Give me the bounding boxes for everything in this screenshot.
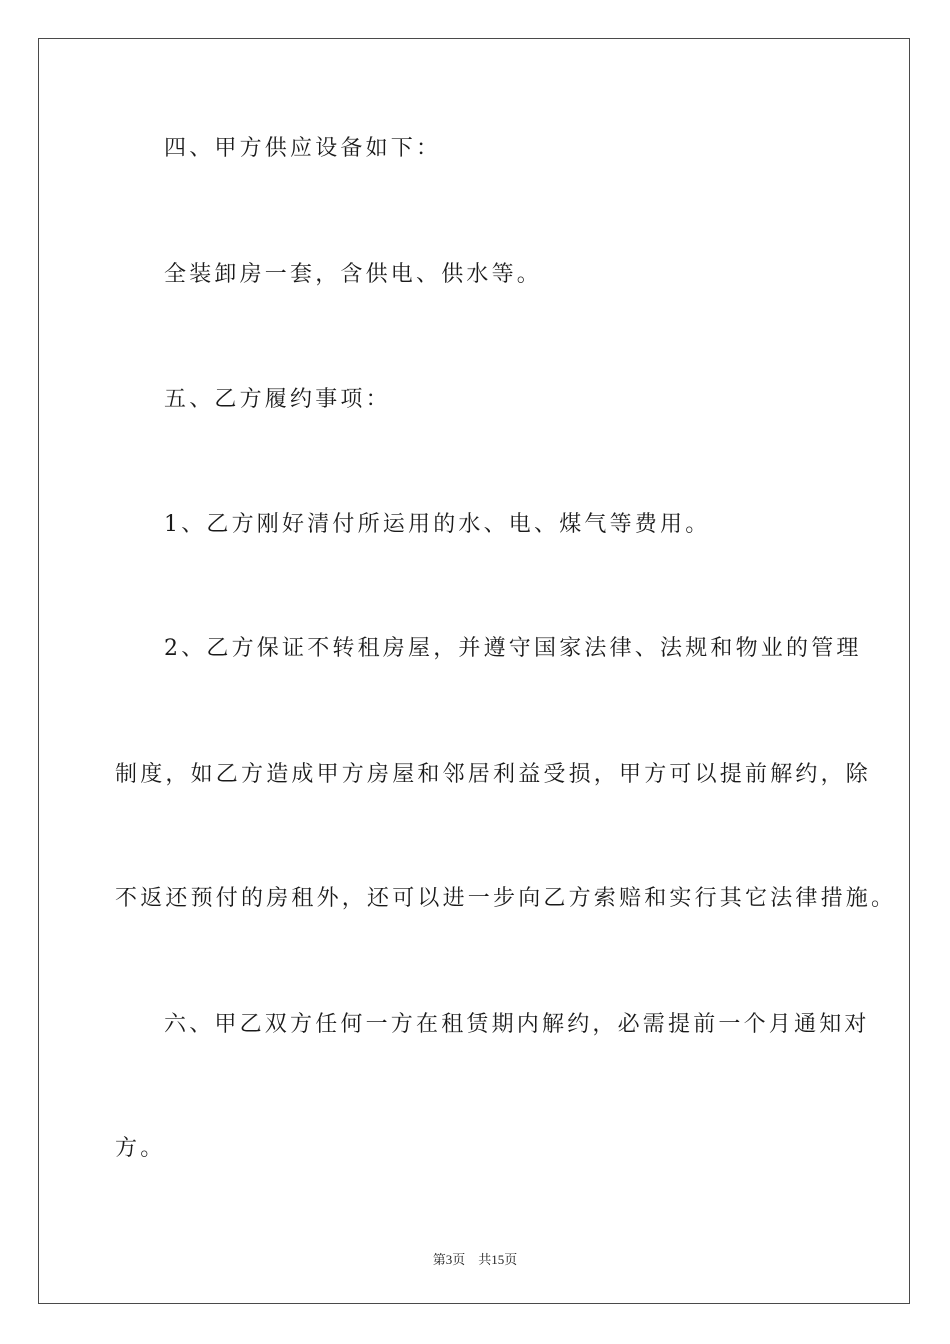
- section-four-heading: 四、甲方供应设备如下：: [164, 136, 442, 161]
- section-five-heading: 五、乙方履约事项：: [164, 387, 391, 412]
- item-one-text: 1、乙方刚好清付所运用的水、电、煤气等费用。: [164, 512, 711, 537]
- equipment-description: 全装卸房一套，含供电、供水等。: [164, 262, 543, 287]
- page-border: [38, 38, 910, 1304]
- item-two-line-3: 不返还预付的房租外，还可以进一步向乙方索赔和实行其它法律措施。: [115, 886, 897, 911]
- section-six-line-1: 六、甲乙双方任何一方在租赁期内解约，必需提前一个月通知对: [164, 1012, 870, 1037]
- item-two-line-1: 2、乙方保证不转租房屋，并遵守国家法律、法规和物业的管理: [164, 636, 862, 661]
- item-two-line-2: 制度，如乙方造成甲方房屋和邻居利益受损，甲方可以提前解约，除: [115, 762, 872, 787]
- page-footer: [0, 1249, 950, 1268]
- total-pages: 共15页: [478, 1252, 518, 1267]
- section-six-line-2: 方。: [115, 1136, 166, 1161]
- page-number: 第3页: [432, 1252, 466, 1267]
